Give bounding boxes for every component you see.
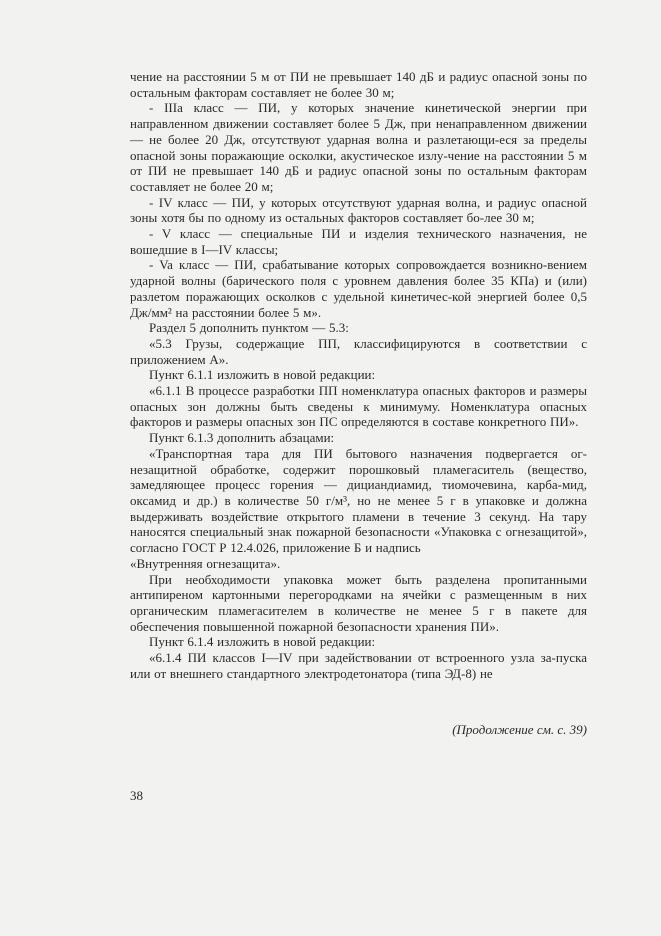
paragraph: «6.1.1 В процессе разработки ПП номенклатура опасных факторов и размеры опасных зон должны быть сведены к минимуму. Номенклатура опасных факторов и размеры опасных зон ПС определяются в составе конкретного ПИ». bbox=[130, 383, 587, 430]
paragraph: чение на расстоянии 5 м от ПИ не превышает 140 дБ и радиус опасной зоны по остальным факторам составляет не более 30 м; bbox=[130, 69, 587, 100]
paragraph: - Va класс — ПИ, срабатывание которых сопровождается возникно-вением ударной волны (барического поля с уровнем давления более 35 КПа) и (или) разлетом поражающих осколков с удельной кинетичес-кой энергией более 0,5 Дж/мм² на расстоянии более 5 м». bbox=[130, 257, 587, 320]
paragraph: - IV класс — ПИ, у которых отсутствуют ударная волна, и радиус опасной зоны хотя бы по одному из остальных факторов составляет бо-лее 30 м; bbox=[130, 194, 587, 226]
paragraph: - IIIa класс — ПИ, у которых значение кинетической энергии при направленном движении составляет более 5 Дж, при ненаправленном движении — не более 20 Дж, отсутствуют ударная волна и разлетающи-еся за пределы опасной зоны поражающие осколки, акустическое излу-чение на расстоянии 5 м от ПИ не превышает 140 дБ и радиус опасной зоны по остальным факторам составляет не более 20 м; bbox=[130, 100, 587, 194]
continuation-note: (Продолжение см. с. 39) bbox=[452, 722, 587, 737]
paragraph: «6.1.4 ПИ классов I—IV при задействовании от встроенного узла за-пуска или от внешнего стандартного электродетонатора (типа ЭД-8) не bbox=[130, 650, 587, 681]
page-number: 38 bbox=[130, 788, 143, 803]
paragraph: Пункт 6.1.1 изложить в новой редакции: bbox=[149, 367, 376, 383]
paragraph: «Внутренняя огнезащита». bbox=[130, 555, 281, 571]
paragraph: Раздел 5 дополнить пунктом — 5.3: bbox=[149, 320, 349, 336]
paragraph: Пункт 6.1.4 изложить в новой редакции: bbox=[149, 634, 376, 650]
paragraph: - V класс — специальные ПИ и изделия технического назначения, не вошедшие в I—IV классы; bbox=[130, 226, 587, 257]
paragraph: Пункт 6.1.3 дополнить абзацами: bbox=[149, 430, 335, 446]
paragraph: «5.3 Грузы, содержащие ПП, классифицируются в соответствии с приложением А». bbox=[130, 335, 587, 367]
document-body bbox=[130, 69, 587, 681]
paragraph: При необходимости упаковка может быть разделена пропитанными антипиреном картонными перегородками на ячейки с размещенным в них органическим пламегасителем в количестве не менее 5 г в пакете для обеспечения повышенной пожарной безопасности хранения ПИ». bbox=[130, 571, 587, 634]
paragraph: «Транспортная тара для ПИ бытового назначения подвергается ог-незащитной обработке, содержит порошковый пламегаситель (вещество, замедляющее процесс горения — дициандиамид, тиомочевина, карба-мид, оксамид и др.) в количестве 50 г/м³, но не менее 5 г в упаковке и должна выдерживать воздействие открытого пламени в течение 3 секунд. На тару наносятся специальный знак пожарной безопасности «Упаковка с огнезащитой», согласно ГОСТ Р 12.4.026, приложение Б и надпись bbox=[130, 445, 587, 556]
